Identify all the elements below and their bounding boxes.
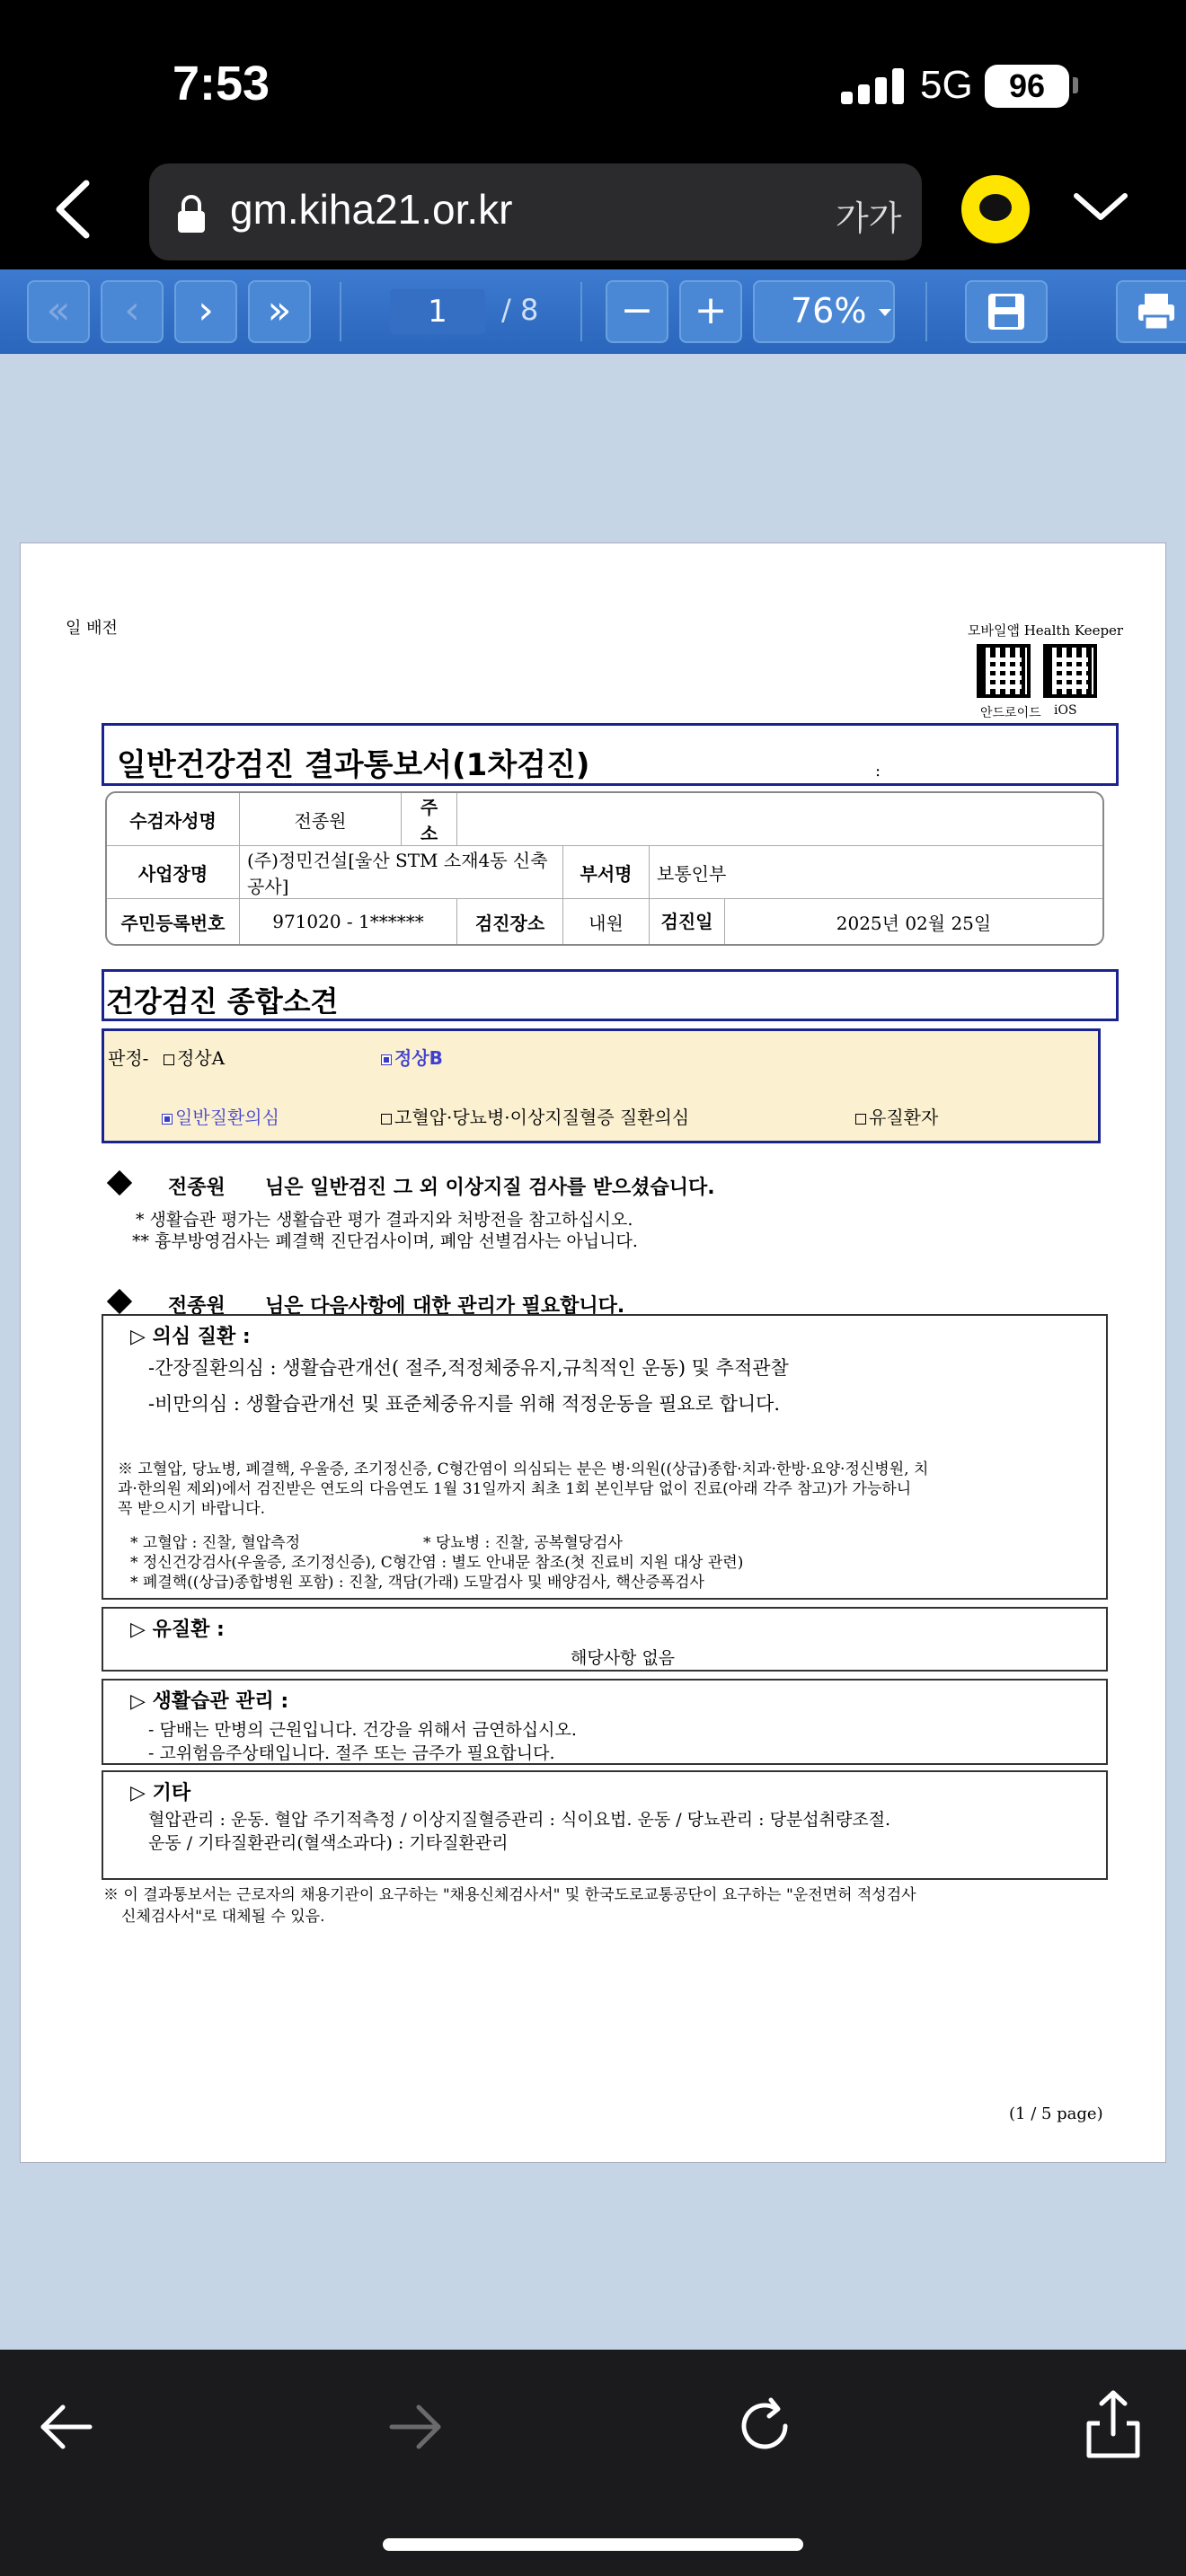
network-type: 5G	[920, 63, 973, 107]
share-icon[interactable]	[1084, 2387, 1143, 2459]
notice2-name: 전종원	[168, 1295, 226, 1318]
judge-normal-b: 정상B	[381, 1044, 443, 1070]
patient-info-table	[105, 791, 1104, 946]
address-label: 주 소	[402, 793, 457, 846]
name-label: 수검자성명	[107, 793, 240, 846]
suspect-fine1: ※ 고혈압, 당뇨병, 폐결핵, 우울증, 조기정신증, C형간염이 의심되는 분은 병·의원((상급)종합·치과·한방·요양·정신병원, 치	[118, 1460, 929, 1478]
status-bar	[0, 0, 1186, 144]
text-size-button[interactable]: 가가	[836, 198, 902, 238]
suspect-fn1b: * 당뇨병 : 진찰, 공복혈당검사	[423, 1534, 623, 1552]
suspect-section	[102, 1314, 1108, 1600]
doc-title: 일반건강검진 결과통보서(1차검진)	[117, 747, 590, 783]
company-label: 사업장명	[107, 846, 240, 899]
arrow-right-icon[interactable]	[386, 2398, 444, 2456]
title-colon: :	[875, 762, 881, 781]
toolbar-divider	[340, 282, 341, 341]
first-page-button[interactable]: «	[27, 280, 90, 343]
etc-section	[102, 1770, 1108, 1880]
checkbox-icon	[855, 1114, 866, 1125]
toolbar-divider	[580, 282, 582, 341]
dept-label: 부서명	[563, 846, 650, 899]
lifestyle-line1: - 담배는 만병의 근원입니다. 건강을 위해서 금연하십시오.	[148, 1720, 577, 1740]
judge-general-disease: 일반질환의심	[162, 1103, 279, 1129]
page-total: / 8	[501, 293, 539, 327]
checkbox-icon	[164, 1054, 174, 1065]
notice2-text: 님은 다음사항에 대한 관리가 필요합니다.	[265, 1295, 625, 1318]
id-value: 971020 - 1******	[240, 899, 457, 944]
corner-label: 일 배전	[66, 619, 118, 638]
clock: 7:53	[173, 57, 270, 110]
lifestyle-section	[102, 1679, 1108, 1765]
qr-ios-label: iOS	[1054, 703, 1077, 718]
disease-section	[102, 1607, 1108, 1672]
suspect-title: ▷ 의심 질환 :	[130, 1326, 251, 1348]
suspect-line2: -비만의심 : 생활습관개선 및 표준체중유지를 위해 적정운동을 필요로 합니다.	[148, 1393, 781, 1415]
place-label: 검진장소	[457, 899, 563, 944]
footnote2: 신체검사서"로 대체될 수 있음.	[121, 1908, 325, 1926]
chevron-down-icon[interactable]	[1071, 189, 1130, 225]
home-indicator[interactable]	[383, 2538, 803, 2551]
judge-label: 판정-	[108, 1047, 149, 1069]
diamond-bullet-icon	[107, 1170, 132, 1195]
disease-title: ▷ 유질환 :	[130, 1619, 225, 1641]
date-value: 2025년 02월 25일	[836, 912, 992, 934]
notice1-name: 전종원	[168, 1177, 226, 1199]
qr-android-icon	[977, 644, 1031, 698]
notice1-note2: ** 흉부방영검사는 폐결핵 진단검사이며, 폐암 선별검사는 아닙니다.	[132, 1231, 638, 1251]
judge-normal-a: 정상A	[164, 1044, 225, 1070]
notice1-note1: * 생활습관 평가는 생활습관 평가 결과지와 처방전을 참고하십시오.	[136, 1210, 633, 1230]
lifestyle-line2: - 고위험음주상태입니다. 절주 또는 금주가 필요합니다.	[148, 1743, 555, 1763]
last-page-button[interactable]: »	[248, 280, 311, 343]
judge-chronic-disease: 고혈압·당뇨병·이상지질혈증 질환의심	[381, 1103, 689, 1129]
zoom-in-button[interactable]: +	[679, 280, 742, 343]
qr-ios-icon	[1043, 644, 1097, 698]
reload-icon[interactable]	[735, 2396, 794, 2456]
zoom-select[interactable]: 76%	[753, 280, 895, 343]
company-value: (주)정민건설[울산 STM 소재4동 신축공사]	[240, 846, 563, 899]
diamond-bullet-icon	[107, 1289, 132, 1314]
suspect-fn2: * 정신건강검사(우울증, 조기정신증), C형간염 : 별도 안내문 참조(첫 진료비 지원 대상 관련)	[130, 1554, 744, 1572]
lifestyle-title: ▷ 생활습관 관리 :	[130, 1690, 289, 1713]
suspect-fn3: * 폐결핵((상급)종합병원 포함) : 진찰, 객담(가래) 도말검사 및 배양검사, 핵산증폭검사	[130, 1574, 704, 1592]
battery-cap	[1073, 77, 1078, 93]
battery-icon: 96	[985, 65, 1069, 108]
qr-android-label: 안드로이드	[980, 706, 1041, 720]
judgement-panel	[102, 1028, 1101, 1143]
name-value: 전종원	[240, 793, 402, 846]
save-icon	[986, 291, 1027, 332]
pdf-viewer[interactable]	[0, 354, 1186, 2350]
kakao-bubble	[979, 194, 1012, 221]
dept-value: 보통인부	[650, 846, 1102, 899]
url-text[interactable]: gm.kiha21.or.kr	[230, 186, 513, 233]
lock-icon	[176, 194, 207, 234]
etc-line2: 운동 / 기타질환관리(혈색소과다) : 기타질환관리	[148, 1833, 509, 1853]
date-label: 검진일	[650, 899, 725, 944]
date-cell	[650, 899, 1102, 944]
etc-line1: 혈압관리 : 운동. 혈압 주기적측정 / 이상지질혈증관리 : 식이요법. 운동 / 당뇨관리 : 당분섭취량조절.	[148, 1810, 891, 1830]
checkbox-checked-icon	[381, 1054, 392, 1065]
etc-title: ▷ 기타	[130, 1782, 191, 1804]
save-button[interactable]	[965, 280, 1048, 343]
address-value	[457, 793, 1102, 846]
qr-caption: 모바일앱 Health Keeper	[968, 622, 1124, 639]
pdf-toolbar	[0, 269, 1186, 354]
prev-page-button[interactable]: ‹	[101, 280, 164, 343]
suspect-fn1a: * 고혈압 : 진찰, 혈압측정	[130, 1534, 301, 1552]
title-frame	[102, 723, 1119, 786]
signal-icon	[841, 68, 904, 104]
disease-value: 해당사항 없음	[571, 1648, 676, 1668]
chevron-down-icon	[879, 309, 891, 316]
place-value: 내원	[563, 899, 650, 944]
pdf-page	[20, 543, 1166, 2163]
footnote1: ※ 이 결과통보서는 근로자의 채용기관이 요구하는 "채용신체검사서" 및 한국도로교통공단이 요구하는 "운전면허 적성검사	[103, 1886, 916, 1904]
arrow-left-icon[interactable]	[38, 2398, 95, 2456]
page-number-input[interactable]: 1	[390, 289, 485, 334]
id-label: 주민등록번호	[107, 899, 240, 944]
print-icon	[1136, 291, 1177, 332]
summary-title: 건강검진 종합소견	[106, 984, 339, 1019]
checkbox-icon	[381, 1114, 392, 1125]
back-chevron-icon[interactable]	[47, 178, 101, 241]
suspect-fine2: 과·한의원 제외)에서 검진받은 연도의 다음연도 1월 31일까지 최초 1회 본인부담 없이 진료(아래 각주 참고)가 가능하니	[118, 1480, 912, 1498]
suspect-line1: -간장질환의심 : 생활습관개선( 절주,적정체중유지,규칙적인 운동) 및 추적관찰	[148, 1357, 789, 1379]
notice1-text: 님은 일반검진 그 외 이상지질 검사를 받으셨습니다.	[265, 1177, 715, 1199]
print-button[interactable]	[1116, 280, 1186, 343]
toolbar-divider	[925, 282, 927, 341]
judge-patient: 유질환자	[855, 1103, 938, 1129]
checkbox-checked-icon	[162, 1114, 173, 1125]
next-page-button[interactable]: ›	[174, 280, 237, 343]
summary-frame	[102, 969, 1119, 1021]
page-indicator: (1 / 5 page)	[1009, 2104, 1103, 2123]
zoom-out-button[interactable]: −	[606, 280, 668, 343]
suspect-fine3: 꼭 받으시기 바랍니다.	[118, 1500, 266, 1518]
